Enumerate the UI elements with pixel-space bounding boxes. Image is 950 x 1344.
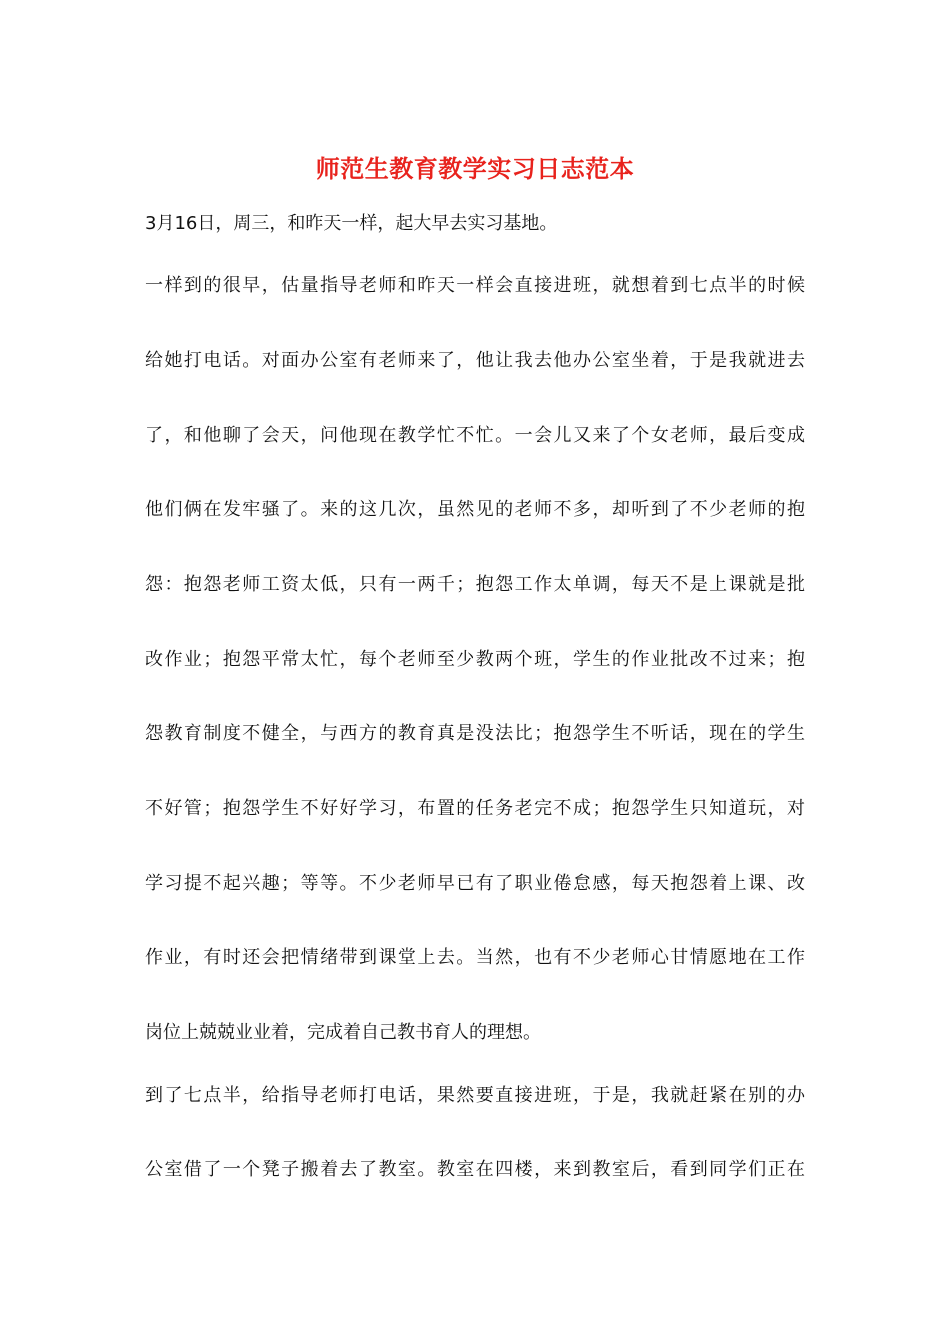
text-line: 作业，有时还会把情绪带到课堂上去。当然，也有不少老师心甘情愿地在工作 <box>145 947 805 968</box>
text-line: 改作业；抱怨平常太忙，每个老师至少教两个班，学生的作业批改不过来；抱 <box>145 649 805 670</box>
text-line: 3月16日，周三，和昨天一样，起大早去实习基地。 <box>145 213 558 234</box>
text-line: 怨教育制度不健全，与西方的教育真是没法比；抱怨学生不听话，现在的学生 <box>145 723 805 744</box>
text-line: 他们俩在发牢骚了。来的这几次，虽然见的老师不多，却听到了不少老师的抱 <box>145 499 805 520</box>
text-line: 到了七点半，给指导老师打电话，果然要直接进班，于是，我就赶紧在别的办 <box>145 1085 805 1106</box>
text-line: 学习提不起兴趣；等等。不少老师早已有了职业倦怠感，每天抱怨着上课、改 <box>145 873 805 894</box>
text-line: 岗位上兢兢业业着，完成着自己教书育人的理想。 <box>145 1022 541 1043</box>
document-title: 师范生教育教学实习日志范本 <box>315 154 635 183</box>
text-line: 怨：抱怨老师工资太低，只有一两千；抱怨工作太单调，每天不是上课就是批 <box>145 574 805 595</box>
text-line: 不好管；抱怨学生不好好学习，布置的任务老完不成；抱怨学生只知道玩，对 <box>145 798 805 819</box>
text-line: 了，和他聊了会天，问他现在教学忙不忙。一会儿又来了个女老师，最后变成 <box>145 425 805 446</box>
text-line: 公室借了一个凳子搬着去了教室。教室在四楼，来到教室后，看到同学们正在 <box>145 1159 805 1180</box>
text-line: 给她打电话。对面办公室有老师来了，他让我去他办公室坐着，于是我就进去 <box>145 350 805 371</box>
text-line: 一样到的很早，估量指导老师和昨天一样会直接进班，就想着到七点半的时候 <box>145 275 805 296</box>
